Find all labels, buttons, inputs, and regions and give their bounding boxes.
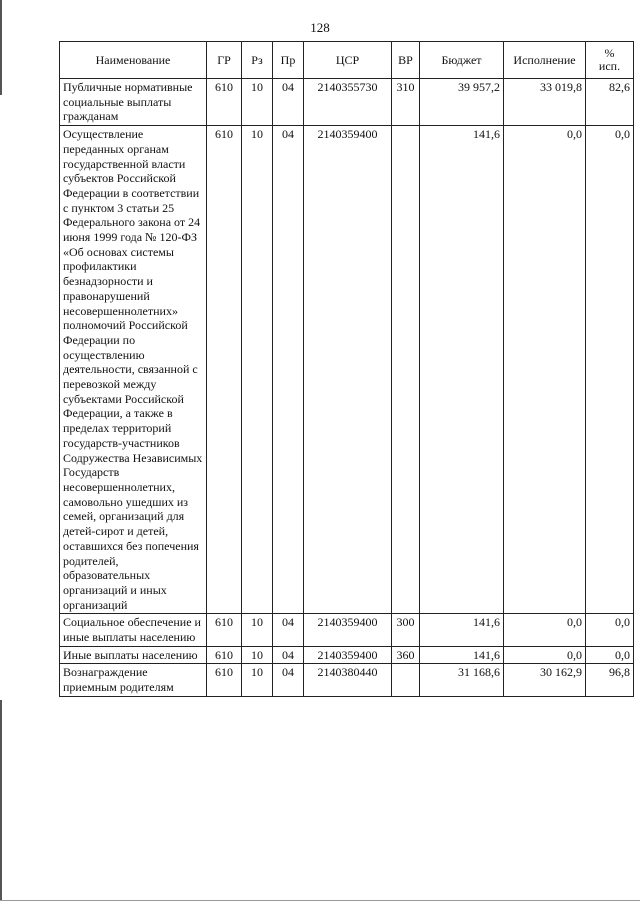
- row-execution: 33 019,8: [504, 79, 586, 126]
- row-execution: 30 162,9: [504, 664, 586, 696]
- row-name: Публичные нормативные социальные выплаты гражданам: [60, 79, 207, 126]
- row-csr: 2140359400: [304, 614, 392, 646]
- header-pr: Пр: [273, 42, 304, 79]
- table-row: [60, 126, 634, 614]
- row-percent: 82,6: [586, 79, 634, 126]
- table-row: [60, 79, 634, 126]
- row-name: Осуществление переданных органам государственной власти субъектов Российской Федерации в соответствии с пунктом 3 статьи 25 Федерального закона от 24 июня 1999 года № 120-ФЗ «Об основах системы профилактики безнадзорности и правонарушений несовершеннолетних» полномочий Российской Федерации по осуществлению деятельности, связанной с перевозкой между субъектами Российской Федерации, а также в пределах территорий государств-участников Содружества Независимых Государств несовершеннолетних, самовольно ушедших из семей, организаций для детей-сирот и детей, оставшихся без попечения родителей, образовательных организаций и иных организаций: [60, 126, 207, 614]
- row-csr: 2140380440: [304, 664, 392, 696]
- scan-edge-line-top: [0, 0, 2, 95]
- row-gr: 610: [207, 79, 242, 126]
- scan-edge-line-bottom: [0, 700, 2, 900]
- row-gr: 610: [207, 126, 242, 614]
- budget-execution-table: [59, 41, 634, 697]
- row-rz: 10: [242, 614, 273, 646]
- row-execution: 0,0: [504, 126, 586, 614]
- header-rz: Рз: [242, 42, 273, 79]
- row-vr: 360: [392, 646, 420, 664]
- table-row: [60, 646, 634, 664]
- row-rz: 10: [242, 126, 273, 614]
- row-csr: 2140359400: [304, 126, 392, 614]
- row-budget: 141,6: [420, 126, 504, 614]
- header-gr: ГР: [207, 42, 242, 79]
- header-csr: ЦСР: [304, 42, 392, 79]
- row-percent: 0,0: [586, 614, 634, 646]
- row-budget: 31 168,6: [420, 664, 504, 696]
- row-budget: 141,6: [420, 614, 504, 646]
- table-row: [60, 664, 634, 696]
- header-vr: ВР: [392, 42, 420, 79]
- row-execution: 0,0: [504, 614, 586, 646]
- row-rz: 10: [242, 664, 273, 696]
- row-pr: 04: [273, 664, 304, 696]
- row-vr: [392, 664, 420, 696]
- row-pr: 04: [273, 614, 304, 646]
- table-row: [60, 614, 634, 646]
- row-pr: 04: [273, 646, 304, 664]
- row-percent: 0,0: [586, 646, 634, 664]
- row-percent: 0,0: [586, 126, 634, 614]
- row-pr: 04: [273, 79, 304, 126]
- header-execution: Исполнение: [504, 42, 586, 79]
- scan-bottom-edge: [0, 900, 640, 901]
- header-budget: Бюджет: [420, 42, 504, 79]
- row-vr: 300: [392, 614, 420, 646]
- row-vr: [392, 126, 420, 614]
- row-rz: 10: [242, 646, 273, 664]
- row-gr: 610: [207, 664, 242, 696]
- row-name: Вознаграждение приемным родителям: [60, 664, 207, 696]
- table-header-row: [60, 42, 634, 79]
- row-pr: 04: [273, 126, 304, 614]
- row-csr: 2140359400: [304, 646, 392, 664]
- row-execution: 0,0: [504, 646, 586, 664]
- row-vr: 310: [392, 79, 420, 126]
- row-csr: 2140355730: [304, 79, 392, 126]
- row-rz: 10: [242, 79, 273, 126]
- row-budget: 39 957,2: [420, 79, 504, 126]
- row-gr: 610: [207, 614, 242, 646]
- row-percent: 96,8: [586, 664, 634, 696]
- row-gr: 610: [207, 646, 242, 664]
- header-name: Наименование: [60, 42, 207, 79]
- header-percent: [586, 42, 634, 79]
- page-number: 128: [310, 20, 330, 35]
- row-name: Иные выплаты населению: [60, 646, 207, 664]
- header-percent-label: исп.: [598, 59, 621, 73]
- row-name: Социальное обеспечение и иные выплаты населению: [60, 614, 207, 646]
- header-percent-sign: %: [604, 46, 615, 60]
- row-budget: 141,6: [420, 646, 504, 664]
